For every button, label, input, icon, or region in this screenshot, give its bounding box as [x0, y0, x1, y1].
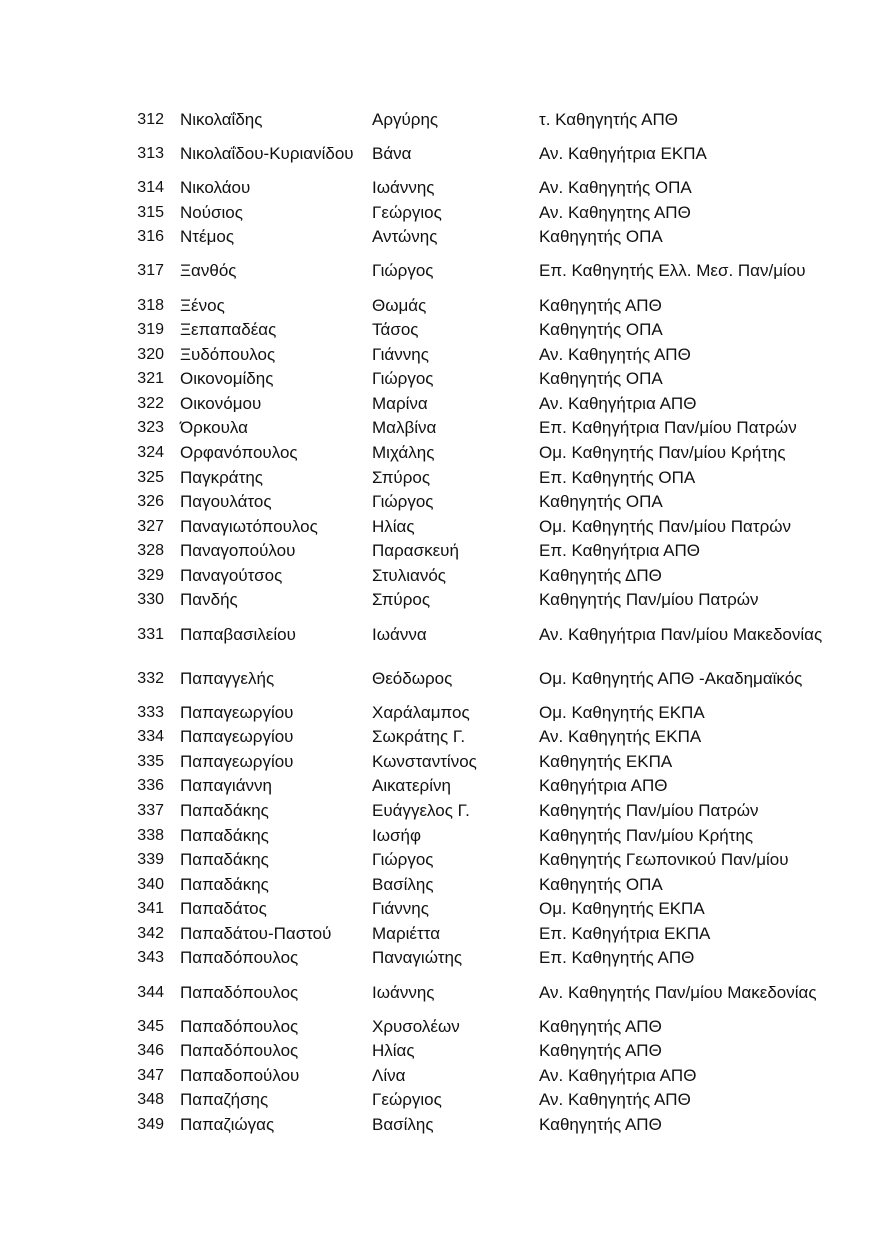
row-number: 316	[137, 228, 164, 246]
row-number: 331	[137, 625, 164, 643]
surname-cell: Παπαγεωργίου	[180, 702, 294, 722]
title-cell: Καθηγητής ΟΠΑ	[539, 369, 663, 389]
row-number: 325	[137, 468, 164, 486]
table-row	[0, 1063, 829, 1088]
first-name-cell: Ηλίας	[372, 1041, 415, 1061]
first-name-cell: Χρυσολέων	[372, 1016, 460, 1036]
row-number: 344	[137, 983, 164, 1001]
first-name-cell: Γεώργιος	[372, 1090, 442, 1110]
table-row	[0, 200, 829, 225]
table-row	[0, 725, 829, 750]
row-number: 318	[137, 296, 164, 314]
first-name-cell: Βασίλης	[372, 1115, 434, 1135]
title-cell: Επ. Καθηγήτρια ΑΠΘ	[539, 541, 700, 561]
row-number: 336	[137, 777, 164, 795]
first-name-cell: Γιώργος	[372, 369, 434, 389]
table-row	[0, 970, 829, 1014]
first-name-cell: Ευάγγελος Γ.	[372, 801, 470, 820]
table-row	[0, 225, 829, 250]
row-number: 322	[137, 394, 164, 412]
table-row	[0, 391, 829, 416]
row-number: 345	[137, 1017, 164, 1035]
row-number: 348	[137, 1091, 164, 1109]
title-cell: Καθηγητής ΔΠΘ	[539, 565, 662, 585]
first-name-cell: Θωμάς	[372, 295, 427, 315]
surname-cell: Παναγιωτόπουλος	[180, 516, 318, 536]
table-row	[0, 490, 829, 515]
table-row	[0, 176, 829, 201]
table-row	[0, 132, 829, 176]
table-row	[0, 514, 829, 539]
first-name-cell: Μαλβίνα	[372, 418, 437, 438]
table-row	[0, 946, 829, 971]
row-number: 342	[137, 924, 164, 942]
table-row	[0, 342, 829, 367]
row-number: 326	[137, 493, 164, 511]
table-row	[0, 539, 829, 564]
surname-cell: Ξεπαπαδέας	[180, 320, 277, 340]
table-row	[0, 749, 829, 774]
surname-cell: Παπαγεωργίου	[180, 751, 294, 771]
table-row	[0, 656, 829, 700]
row-number: 320	[137, 345, 164, 363]
row-number: 324	[137, 443, 164, 461]
surname-cell: Παπαβασιλείου	[180, 624, 296, 644]
table-row	[0, 798, 829, 823]
surname-cell: Παπαδόπουλος	[180, 1041, 299, 1061]
signatories-list	[0, 107, 880, 1137]
first-name-cell: Ιωσήφ	[372, 825, 421, 845]
title-cell: Επ. Καθηγήτρια Παν/μίου Πατρών	[539, 418, 797, 438]
surname-cell: Παναγούτσος	[180, 565, 283, 585]
surname-cell: Παπαδόπουλος	[180, 948, 299, 968]
surname-cell: Παπαγγελής	[180, 668, 275, 688]
surname-cell: Παπαδόπουλος	[180, 982, 299, 1002]
first-name-cell: Τάσος	[372, 320, 419, 340]
first-name-cell: Σωκράτης Γ.	[372, 727, 466, 747]
surname-cell: Ξυδόπουλος	[180, 344, 276, 364]
table-row	[0, 318, 829, 343]
row-number: 338	[137, 826, 164, 844]
row-number: 329	[137, 566, 164, 584]
first-name-cell: Παναγιώτης	[372, 948, 463, 968]
title-cell: Καθηγητής ΕΚΠΑ	[539, 751, 673, 771]
surname-cell: Παπαδάκης	[180, 874, 269, 894]
title-cell: Επ. Καθηγητής ΑΠΘ	[539, 948, 695, 968]
table-row	[0, 107, 829, 132]
first-name-cell: Ιωάννης	[372, 178, 435, 198]
first-name-cell: Μαρίνα	[372, 393, 428, 413]
surname-cell: Νικολαΐδου-Κυριανίδου	[180, 143, 354, 163]
row-number: 339	[137, 851, 164, 869]
title-cell: Αν. Καθηγητής ΟΠΑ	[539, 178, 692, 198]
row-number: 323	[137, 419, 164, 437]
title-cell: Αν. Καθηγητής ΑΠΘ	[539, 344, 691, 364]
title-cell: Καθηγητής ΑΠΘ	[539, 295, 662, 315]
title-cell: Καθηγητής ΟΠΑ	[539, 874, 663, 894]
table-row	[0, 416, 829, 441]
first-name-cell: Γιάννης	[372, 344, 429, 364]
surname-cell: Παπαδάτου-Παστού	[180, 923, 332, 943]
title-cell: Καθηγητής ΑΠΘ	[539, 1041, 662, 1061]
row-number: 340	[137, 875, 164, 893]
surname-cell: Παπαζιώγας	[180, 1115, 275, 1135]
surname-cell: Παπαζήσης	[180, 1090, 269, 1110]
table-row	[0, 249, 829, 293]
first-name-cell: Γιώργος	[372, 850, 434, 870]
row-number: 343	[137, 949, 164, 967]
table-row	[0, 921, 829, 946]
row-number: 334	[137, 728, 164, 746]
row-number: 347	[137, 1066, 164, 1084]
first-name-cell: Γιώργος	[372, 492, 434, 512]
title-cell: Ομ. Καθηγητής ΕΚΠΑ	[539, 899, 705, 919]
table-row	[0, 1014, 829, 1039]
first-name-cell: Γιάννης	[372, 899, 429, 919]
row-number: 328	[137, 542, 164, 560]
row-number: 312	[137, 110, 164, 128]
surname-cell: Νούσιος	[180, 202, 243, 222]
table-row	[0, 563, 829, 588]
row-number: 330	[137, 591, 164, 609]
surname-cell: Παπαδοπούλου	[180, 1065, 300, 1085]
surname-cell: Παπαδάτος	[180, 899, 267, 919]
first-name-cell: Ιωάννης	[372, 982, 435, 1002]
first-name-cell: Λίνα	[372, 1065, 406, 1085]
table-row	[0, 1088, 829, 1113]
title-cell: Καθηγητής ΟΠΑ	[539, 227, 663, 247]
row-number: 317	[137, 262, 164, 280]
row-number: 335	[137, 752, 164, 770]
table-row	[0, 823, 829, 848]
surname-cell: Όρκουλα	[180, 418, 248, 438]
first-name-cell: Κωνσταντίνος	[372, 751, 477, 771]
surname-cell: Ξανθός	[180, 261, 237, 281]
title-cell: Επ. Καθηγητής ΟΠΑ	[539, 467, 696, 487]
row-number: 313	[137, 144, 164, 162]
surname-cell: Ξένος	[180, 295, 225, 315]
title-cell: Επ. Καθηγητής Ελλ. Μεσ. Παν/μίου	[539, 261, 806, 281]
table-row	[0, 1113, 829, 1138]
surname-cell: Παπαδάκης	[180, 850, 269, 870]
title-cell: Καθηγητής ΑΠΘ	[539, 1115, 662, 1135]
title-cell: Αν. Καθηγητης ΑΠΘ	[539, 202, 691, 222]
table-row	[0, 293, 829, 318]
first-name-cell: Γεώργιος	[372, 202, 442, 222]
surname-cell: Παπαδάκης	[180, 825, 269, 845]
table-row	[0, 897, 829, 922]
first-name-cell: Χαράλαμπος	[372, 702, 470, 722]
first-name-cell: Αργύρης	[372, 109, 439, 129]
title-cell: Επ. Καθηγήτρια ΕΚΠΑ	[539, 923, 711, 943]
table-row	[0, 872, 829, 897]
first-name-cell: Βασίλης	[372, 874, 434, 894]
table-row	[0, 465, 829, 490]
title-cell: Καθηγητής Γεωπονικού Παν/μίου	[539, 850, 789, 870]
first-name-cell: Μαριέττα	[372, 923, 441, 943]
surname-cell: Παπαγιάννη	[180, 776, 272, 796]
first-name-cell: Μιχάλης	[372, 442, 435, 462]
row-number: 332	[137, 669, 164, 687]
surname-cell: Νικολαΐδης	[180, 109, 263, 129]
title-cell: Ομ. Καθηγητής ΕΚΠΑ	[539, 702, 705, 722]
first-name-cell: Στυλιανός	[372, 565, 446, 585]
table-row	[0, 700, 829, 725]
row-number: 314	[137, 179, 164, 197]
signatories-table	[0, 107, 829, 1137]
surname-cell: Παναγοπούλου	[180, 541, 296, 561]
row-number: 341	[137, 900, 164, 918]
signatories-table-body	[0, 107, 829, 1137]
table-row	[0, 848, 829, 873]
first-name-cell: Θεόδωρος	[372, 668, 453, 688]
title-cell: τ. Καθηγητής ΑΠΘ	[539, 109, 678, 129]
title-cell: Καθηγητής ΟΠΑ	[539, 492, 663, 512]
first-name-cell: Αικατερίνη	[372, 776, 451, 796]
title-cell: Αν. Καθηγητής Παν/μίου Μακεδονίας	[539, 982, 817, 1002]
surname-cell: Παπαδόπουλος	[180, 1016, 299, 1036]
title-cell: Ομ. Καθηγητής Παν/μίου Κρήτης	[539, 442, 786, 462]
title-cell: Αν. Καθηγήτρια Παν/μίου Μακεδονίας	[539, 624, 823, 644]
first-name-cell: Ηλίας	[372, 516, 415, 536]
title-cell: Καθηγητής ΑΠΘ	[539, 1016, 662, 1036]
row-number: 349	[137, 1116, 164, 1134]
title-cell: Αν. Καθηγητής ΑΠΘ	[539, 1090, 691, 1110]
title-cell: Αν. Καθηγήτρια ΑΠΘ	[539, 393, 697, 413]
surname-cell: Παγκράτης	[180, 467, 263, 487]
title-cell: Ομ. Καθηγητής Παν/μίου Πατρών	[539, 516, 792, 536]
table-row	[0, 612, 829, 656]
surname-cell: Παπαδάκης	[180, 801, 269, 820]
row-number: 315	[137, 203, 164, 221]
surname-cell: Οικονομίδης	[180, 369, 274, 389]
row-number: 337	[137, 802, 164, 819]
surname-cell: Παγουλάτος	[180, 492, 272, 512]
title-cell: Καθηγήτρια ΑΠΘ	[539, 776, 668, 796]
table-row	[0, 1039, 829, 1064]
first-name-cell: Σπύρος	[372, 590, 431, 610]
surname-cell: Πανδής	[180, 590, 238, 610]
first-name-cell: Βάνα	[372, 143, 412, 163]
title-cell: Αν. Καθηγήτρια ΑΠΘ	[539, 1065, 697, 1085]
row-number: 321	[137, 370, 164, 388]
surname-cell: Νικολάου	[180, 178, 251, 198]
table-row	[0, 440, 829, 465]
first-name-cell: Αντώνης	[372, 227, 438, 247]
first-name-cell: Παρασκευή	[372, 541, 459, 561]
title-cell: Καθηγητής ΟΠΑ	[539, 320, 663, 340]
table-row	[0, 774, 829, 799]
surname-cell: Ορφανόπουλος	[180, 442, 298, 462]
title-cell: Ομ. Καθηγητής ΑΠΘ -Ακαδημαϊκός	[539, 668, 803, 688]
surname-cell: Οικονόμου	[180, 393, 262, 413]
title-cell: Καθηγητής Παν/μίου Πατρών	[539, 801, 759, 820]
row-number: 319	[137, 321, 164, 339]
title-cell: Αν. Καθηγήτρια ΕΚΠΑ	[539, 143, 707, 163]
title-cell: Καθηγητής Παν/μίου Κρήτης	[539, 825, 754, 845]
surname-cell: Παπαγεωργίου	[180, 727, 294, 747]
row-number: 327	[137, 517, 164, 535]
surname-cell: Ντέμος	[180, 227, 235, 247]
table-row	[0, 588, 829, 613]
first-name-cell: Σπύρος	[372, 467, 431, 487]
table-row	[0, 367, 829, 392]
title-cell: Αν. Καθηγητής ΕΚΠΑ	[539, 727, 702, 747]
title-cell: Καθηγητής Παν/μίου Πατρών	[539, 590, 759, 610]
row-number: 333	[137, 703, 164, 721]
first-name-cell: Γιώργος	[372, 261, 434, 281]
row-number: 346	[137, 1042, 164, 1060]
first-name-cell: Ιωάννα	[372, 624, 427, 644]
